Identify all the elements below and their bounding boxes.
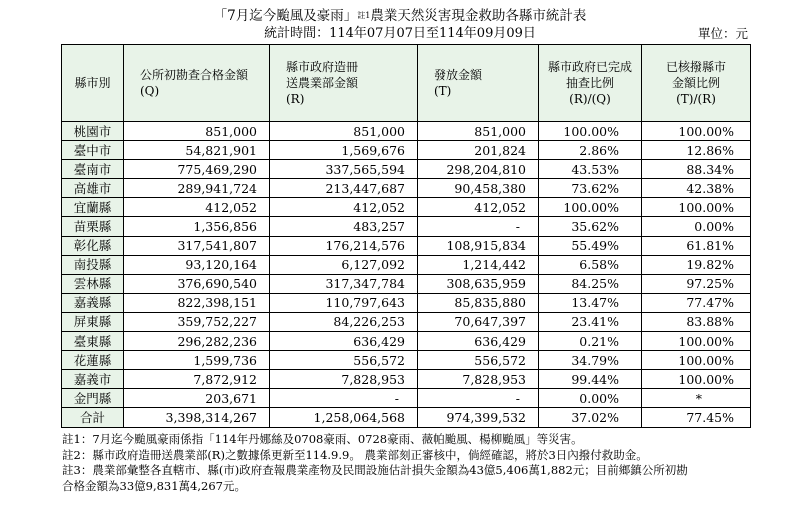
cell-initial-amount: 1,356,856 xyxy=(124,217,270,236)
cell-registered-amount: 636,429 xyxy=(270,332,418,351)
cell-disbursed-ratio: 12.86% xyxy=(642,141,751,160)
cell-paid-amount: 636,429 xyxy=(418,332,539,351)
header-paid-amount: 發放金額 (T) xyxy=(418,45,539,122)
cell-audit-ratio: 55.49% xyxy=(539,236,642,255)
cell-registered-amount: 110,797,643 xyxy=(270,293,418,312)
table-row xyxy=(62,122,751,141)
cell-county: 屏東縣 xyxy=(62,312,124,331)
cell-county: 桃園市 xyxy=(62,122,124,141)
cell-audit-ratio: 100.00% xyxy=(539,198,642,217)
cell-disbursed-ratio: 77.47% xyxy=(642,293,751,312)
cell-disbursed-ratio: 100.00% xyxy=(642,370,751,389)
table-row xyxy=(62,370,751,389)
cell-disbursed-ratio: 0.00% xyxy=(642,217,751,236)
header-disbursed-ratio: 已核撥縣市 金額比例 (T)/(R) xyxy=(642,45,751,122)
cell-registered-amount: 1,569,676 xyxy=(270,141,418,160)
cell-disbursed-ratio: 100.00% xyxy=(642,198,751,217)
cell-audit-ratio: 99.44% xyxy=(539,370,642,389)
cell-county: 嘉義縣 xyxy=(62,293,124,312)
relief-table xyxy=(61,44,751,428)
cell-county: 高雄市 xyxy=(62,179,124,198)
cell-disbursed-ratio: * xyxy=(642,389,751,408)
cell-paid-amount: 851,000 xyxy=(418,122,539,141)
cell-disbursed-ratio: 77.45% xyxy=(642,408,751,427)
cell-disbursed-ratio: 61.81% xyxy=(642,236,751,255)
cell-audit-ratio: 34.79% xyxy=(539,351,642,370)
header-county: 縣市別 xyxy=(62,45,124,122)
cell-paid-amount: 308,635,959 xyxy=(418,274,539,293)
report-title xyxy=(0,7,800,25)
cell-county: 臺中市 xyxy=(62,141,124,160)
cell-audit-ratio: 84.25% xyxy=(539,274,642,293)
cell-audit-ratio: 100.00% xyxy=(539,122,642,141)
cell-registered-amount: - xyxy=(270,389,418,408)
header-registered-amount: 縣市政府造冊 送農業部金額 (R) xyxy=(270,45,418,122)
cell-registered-amount: 412,052 xyxy=(270,198,418,217)
cell-initial-amount: 93,120,164 xyxy=(124,255,270,274)
cell-registered-amount: 337,565,594 xyxy=(270,160,418,179)
title-lead: 「7月迄今颱風及豪雨」 xyxy=(213,8,358,24)
unit-label: 單位：元 xyxy=(697,26,748,41)
cell-registered-amount: 84,226,253 xyxy=(270,312,418,331)
cell-county: 宜蘭縣 xyxy=(62,198,124,217)
cell-county: 臺東縣 xyxy=(62,332,124,351)
cell-paid-amount: 108,915,834 xyxy=(418,236,539,255)
note-3-cont: 合格金額為33億9,831萬4,267元。 xyxy=(62,478,246,493)
header-initial-amount: 公所初勘查合格金額 (Q) xyxy=(124,45,270,122)
cell-audit-ratio: 23.41% xyxy=(539,312,642,331)
title-tail: 農業天然災害現金救助各縣市統計表 xyxy=(370,8,587,24)
note-1: 註1：7月迄今颱風豪雨係指「114年丹娜絲及0708豪雨、0728豪雨、薇帕颱風、楊柳颱風」等災害。 xyxy=(62,432,583,446)
table-row xyxy=(62,198,751,217)
cell-registered-amount: 556,572 xyxy=(270,351,418,370)
header-audit-ratio: 縣市政府已完成 抽查比例 (R)/(Q) xyxy=(539,45,642,122)
table-row xyxy=(62,293,751,312)
cell-registered-amount: 176,214,576 xyxy=(270,236,418,255)
cell-paid-amount: 7,828,953 xyxy=(418,370,539,389)
cell-audit-ratio: 0.21% xyxy=(539,332,642,351)
cell-audit-ratio: 37.02% xyxy=(539,408,642,427)
cell-initial-amount: 359,752,227 xyxy=(124,312,270,331)
cell-audit-ratio: 35.62% xyxy=(539,217,642,236)
cell-paid-amount: 90,458,380 xyxy=(418,179,539,198)
cell-initial-amount: 203,671 xyxy=(124,389,270,408)
cell-paid-amount: 70,647,397 xyxy=(418,312,539,331)
cell-initial-amount: 7,872,912 xyxy=(124,370,270,389)
cell-audit-ratio: 0.00% xyxy=(539,389,642,408)
cell-registered-amount: 6,127,092 xyxy=(270,255,418,274)
cell-registered-amount: 317,347,784 xyxy=(270,274,418,293)
note-2: 註2：縣市政府造冊送農業部(R)之數據係更新至114.9.9。 農業部刻正審核中，倘經確認，將於3日內撥付救助金。 xyxy=(62,447,648,462)
cell-paid-amount: 85,835,880 xyxy=(418,293,539,312)
cell-initial-amount: 376,690,540 xyxy=(124,274,270,293)
table-row xyxy=(62,332,751,351)
cell-disbursed-ratio: 100.00% xyxy=(642,122,751,141)
table-row xyxy=(62,141,751,160)
cell-county: 臺南市 xyxy=(62,160,124,179)
table-row xyxy=(62,255,751,274)
table-row xyxy=(62,179,751,198)
cell-audit-ratio: 13.47% xyxy=(539,293,642,312)
cell-registered-amount: 213,447,687 xyxy=(270,179,418,198)
cell-paid-amount: 556,572 xyxy=(418,351,539,370)
cell-audit-ratio: 43.53% xyxy=(539,160,642,179)
cell-disbursed-ratio: 88.34% xyxy=(642,160,751,179)
cell-audit-ratio: 2.86% xyxy=(539,141,642,160)
cell-paid-amount: - xyxy=(418,217,539,236)
cell-paid-amount: 1,214,442 xyxy=(418,255,539,274)
cell-disbursed-ratio: 83.88% xyxy=(642,312,751,331)
cell-paid-amount: 201,824 xyxy=(418,141,539,160)
cell-initial-amount: 317,541,807 xyxy=(124,236,270,255)
cell-county: 苗栗縣 xyxy=(62,217,124,236)
cell-county: 南投縣 xyxy=(62,255,124,274)
cell-initial-amount: 1,599,736 xyxy=(124,351,270,370)
cell-paid-amount: 412,052 xyxy=(418,198,539,217)
cell-county: 彰化縣 xyxy=(62,236,124,255)
cell-disbursed-ratio: 19.82% xyxy=(642,255,751,274)
cell-registered-amount: 7,828,953 xyxy=(270,370,418,389)
cell-county: 花蓮縣 xyxy=(62,351,124,370)
cell-initial-amount: 775,469,290 xyxy=(124,160,270,179)
cell-audit-ratio: 73.62% xyxy=(539,179,642,198)
cell-registered-amount: 1,258,064,568 xyxy=(270,408,418,427)
table-row xyxy=(62,236,751,255)
report-period: 統計時間：114年07月07日至114年09月09日 xyxy=(264,26,536,41)
table-row xyxy=(62,351,751,370)
table-row xyxy=(62,312,751,331)
cell-county: 合計 xyxy=(62,408,124,427)
cell-county: 雲林縣 xyxy=(62,274,124,293)
cell-disbursed-ratio: 100.00% xyxy=(642,351,751,370)
cell-initial-amount: 412,052 xyxy=(124,198,270,217)
table-row xyxy=(62,274,751,293)
cell-audit-ratio: 6.58% xyxy=(539,255,642,274)
table-row xyxy=(62,217,751,236)
note-3: 註3：農業部彙整各直轄市、縣(市)政府查報農業產物及民間設施估計損失金額為43億5,406萬1,882元；目前鄉鎮公所初勘 xyxy=(62,463,688,477)
cell-paid-amount: 298,204,810 xyxy=(418,160,539,179)
title-footnote-mark: 註1 xyxy=(357,11,371,20)
cell-registered-amount: 851,000 xyxy=(270,122,418,141)
cell-disbursed-ratio: 100.00% xyxy=(642,332,751,351)
table-header-row xyxy=(62,45,751,122)
cell-initial-amount: 289,941,724 xyxy=(124,179,270,198)
table-row xyxy=(62,389,751,408)
cell-initial-amount: 54,821,901 xyxy=(124,141,270,160)
cell-disbursed-ratio: 97.25% xyxy=(642,274,751,293)
cell-county: 金門縣 xyxy=(62,389,124,408)
footnotes xyxy=(62,432,752,494)
cell-registered-amount: 483,257 xyxy=(270,217,418,236)
cell-initial-amount: 851,000 xyxy=(124,122,270,141)
cell-paid-amount: - xyxy=(418,389,539,408)
cell-initial-amount: 822,398,151 xyxy=(124,293,270,312)
cell-county: 嘉義市 xyxy=(62,370,124,389)
cell-initial-amount: 296,282,236 xyxy=(124,332,270,351)
table-row xyxy=(62,160,751,179)
table-row xyxy=(62,408,751,427)
cell-disbursed-ratio: 42.38% xyxy=(642,179,751,198)
cell-initial-amount: 3,398,314,267 xyxy=(124,408,270,427)
cell-paid-amount: 974,399,532 xyxy=(418,408,539,427)
